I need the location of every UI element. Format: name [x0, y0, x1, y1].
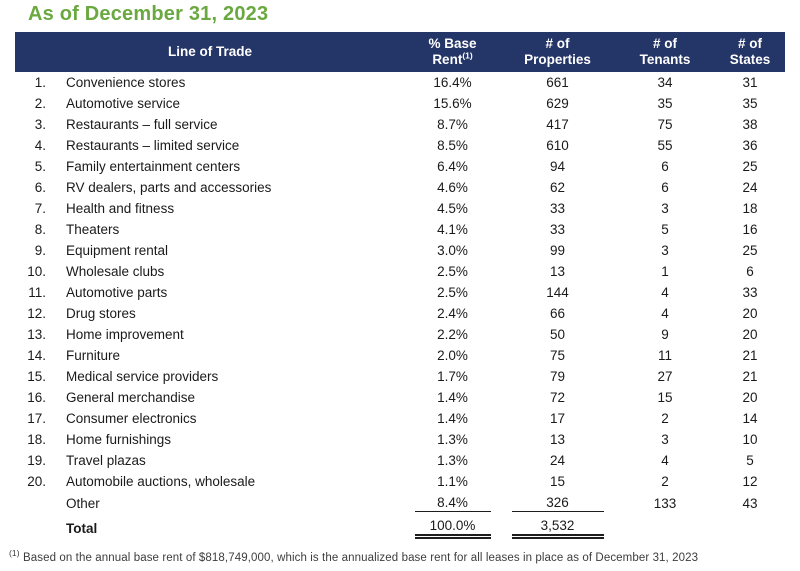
footnote — [9, 548, 800, 564]
states-value: 43 — [742, 496, 758, 511]
trade-name: Travel plazas — [66, 453, 146, 468]
properties-value: 417 — [546, 117, 569, 132]
base-rent-value: 3.0% — [437, 243, 468, 258]
properties-value: 15 — [550, 474, 566, 489]
base-rent-value: 1.1% — [437, 474, 468, 489]
base-rent-value — [405, 492, 500, 515]
header-row — [15, 32, 785, 72]
row-number: 2. — [34, 96, 46, 111]
tenants-value: 9 — [661, 327, 669, 342]
trade-name: RV dealers, parts and accessories — [66, 180, 272, 195]
trade-name: Automotive parts — [66, 285, 168, 300]
page-title: As of December 31, 2023 — [28, 3, 269, 25]
properties-value: 661 — [546, 75, 569, 90]
properties-value: 62 — [550, 180, 566, 195]
header-base-rent-line2: Rent — [432, 52, 463, 67]
base-rent-value: 1.7% — [437, 369, 468, 384]
states-value: 18 — [742, 201, 758, 216]
base-rent-value: 2.4% — [437, 306, 468, 321]
states-value: 12 — [742, 474, 758, 489]
properties-value: 50 — [550, 327, 566, 342]
tenants-value: 1 — [661, 264, 669, 279]
properties-value: 66 — [550, 306, 566, 321]
states-value: 6 — [746, 264, 754, 279]
tenants-value: 35 — [657, 96, 673, 111]
states-value: 14 — [742, 411, 758, 426]
properties-underlined: 326 — [512, 495, 604, 512]
table-row — [15, 303, 785, 324]
table-row — [15, 72, 785, 93]
states-value: 25 — [742, 159, 758, 174]
base-rent-value: 4.1% — [437, 222, 468, 237]
states-value: 20 — [742, 390, 758, 405]
header-line-of-trade: Line of Trade — [15, 32, 405, 72]
row-number: 8. — [34, 222, 46, 237]
row-number: 5. — [34, 159, 46, 174]
header-properties-line2: Properties — [524, 52, 591, 67]
table-row — [15, 471, 785, 492]
table-row — [15, 324, 785, 345]
base-rent-value: 2.5% — [437, 285, 468, 300]
base-rent-underlined: 8.4% — [415, 495, 491, 512]
header-tenants — [615, 32, 715, 72]
states-value: 38 — [742, 117, 758, 132]
properties-value: 17 — [550, 411, 566, 426]
row-number: 10. — [27, 264, 46, 279]
tenants-value: 6 — [661, 180, 669, 195]
states-value: 16 — [742, 222, 758, 237]
table-row — [15, 93, 785, 114]
total-states-value — [715, 515, 785, 542]
total-tenants-value — [615, 515, 715, 542]
properties-value: 99 — [550, 243, 566, 258]
properties-value: 72 — [550, 390, 566, 405]
table-row — [15, 345, 785, 366]
tenants-value: 27 — [657, 369, 673, 384]
row-number — [15, 492, 50, 515]
table-row — [15, 387, 785, 408]
footnote-text: Based on the annual base rent of $818,749,000, which is the annualized base rent for all leases in place as of December 31, 2023 — [19, 552, 699, 564]
table-row — [15, 177, 785, 198]
trade-name: Convenience stores — [66, 75, 186, 90]
tenants-value: 6 — [661, 159, 669, 174]
total-label: Total — [66, 521, 98, 536]
table-row-other — [15, 492, 785, 515]
trade-name: Automobile auctions, wholesale — [66, 474, 256, 489]
table-row — [15, 261, 785, 282]
states-value: 33 — [742, 285, 758, 300]
table-row — [15, 408, 785, 429]
table-row — [15, 429, 785, 450]
table-row-total — [15, 515, 785, 542]
header-tenants-line2: Tenants — [639, 52, 691, 67]
properties-value: 13 — [550, 264, 566, 279]
base-rent-value: 8.5% — [437, 138, 468, 153]
row-number: 13. — [27, 327, 46, 342]
base-rent-value: 4.5% — [437, 201, 468, 216]
table-row — [15, 366, 785, 387]
base-rent-value: 1.3% — [437, 432, 468, 447]
states-value: 35 — [742, 96, 758, 111]
row-number: 9. — [34, 243, 46, 258]
table-row — [15, 282, 785, 303]
tenants-value: 15 — [657, 390, 673, 405]
table-row — [15, 156, 785, 177]
trade-name: Furniture — [66, 348, 121, 363]
row-number: 3. — [34, 117, 46, 132]
header-tenants-line1: # of — [653, 36, 678, 51]
header-base-rent-footnote-marker: (1) — [462, 50, 473, 61]
trade-name: Family entertainment centers — [66, 159, 241, 174]
tenants-value: 4 — [661, 453, 669, 468]
header-states-line2: States — [729, 52, 771, 67]
properties-value: 33 — [550, 201, 566, 216]
row-number: 1. — [34, 75, 46, 90]
properties-value: 79 — [550, 369, 566, 384]
trade-name: General merchandise — [66, 390, 196, 405]
trade-name: Equipment rental — [66, 243, 169, 258]
table-row — [15, 114, 785, 135]
row-number: 11. — [28, 285, 46, 300]
row-number: 14. — [27, 348, 46, 363]
trade-name: Theaters — [66, 222, 120, 237]
table-row — [15, 219, 785, 240]
tenants-value: 4 — [661, 285, 669, 300]
tenants-value: 2 — [661, 474, 669, 489]
properties-value: 24 — [550, 453, 566, 468]
tenants-value: 3 — [661, 201, 669, 216]
base-rent-value: 2.5% — [437, 264, 468, 279]
tenants-value: 3 — [661, 243, 669, 258]
tenants-value: 3 — [661, 432, 669, 447]
properties-value: 33 — [550, 222, 566, 237]
states-value: 10 — [742, 432, 758, 447]
tenants-value: 11 — [658, 348, 673, 363]
trade-name: Automotive service — [66, 96, 181, 111]
base-rent-value: 2.2% — [437, 327, 468, 342]
tenants-value: 2 — [661, 411, 669, 426]
trade-name: Consumer electronics — [66, 411, 197, 426]
trade-name: Health and fitness — [66, 201, 175, 216]
trade-name: Drug stores — [66, 306, 136, 321]
table-row — [15, 450, 785, 471]
footnote-marker: (1) — [9, 548, 20, 559]
base-rent-value: 1.3% — [437, 453, 468, 468]
base-rent-value: 15.6% — [433, 96, 472, 111]
tenants-value: 133 — [653, 496, 677, 511]
table-footer — [15, 492, 785, 542]
header-base-rent — [405, 32, 500, 72]
base-rent-value: 2.0% — [437, 348, 468, 363]
base-rent-value: 6.4% — [437, 159, 468, 174]
trade-name: Restaurants – full service — [66, 117, 218, 132]
row-number: 15. — [27, 369, 46, 384]
header-states-line1: # of — [738, 36, 763, 51]
properties-value: 610 — [546, 138, 569, 153]
trade-name: Home furnishings — [66, 432, 172, 447]
row-number — [15, 515, 50, 542]
table-row — [15, 198, 785, 219]
trade-name: Wholesale clubs — [66, 264, 165, 279]
states-value: 36 — [742, 138, 758, 153]
row-number: 7. — [34, 201, 46, 216]
tenants-value: 5 — [661, 222, 669, 237]
row-number: 18. — [27, 432, 46, 447]
base-rent-value: 1.4% — [437, 411, 468, 426]
header-states — [715, 32, 785, 72]
states-value: 24 — [742, 180, 758, 195]
trade-name: Other — [66, 496, 100, 511]
row-number: 17. — [27, 411, 46, 426]
row-number: 20. — [27, 474, 46, 489]
properties-value: 13 — [550, 432, 566, 447]
tenants-value: 75 — [657, 117, 673, 132]
tenants-value: 34 — [657, 75, 673, 90]
table-header — [15, 32, 785, 72]
trade-name: Restaurants – limited service — [66, 138, 240, 153]
row-number: 6. — [34, 180, 46, 195]
states-value: 21 — [742, 348, 758, 363]
base-rent-value: 1.4% — [437, 390, 468, 405]
states-value: 25 — [742, 243, 758, 258]
table-body — [15, 72, 785, 492]
properties-value: 629 — [546, 96, 569, 111]
row-number: 19. — [27, 453, 46, 468]
line-of-trade-table — [15, 32, 785, 542]
properties-value — [500, 492, 615, 515]
header-base-rent-line1: % Base — [428, 36, 477, 51]
row-number: 4. — [34, 138, 46, 153]
base-rent-value: 16.4% — [433, 75, 472, 90]
total-base-rent-double-underlined: 100.0% — [415, 518, 491, 539]
table-row — [15, 135, 785, 156]
row-number: 16. — [27, 390, 46, 405]
states-value: 20 — [742, 327, 758, 342]
properties-value: 144 — [546, 285, 569, 300]
states-value: 5 — [746, 453, 754, 468]
header-properties-line1: # of — [545, 36, 570, 51]
tenants-value: 55 — [657, 138, 673, 153]
total-properties-double-underlined: 3,532 — [512, 518, 604, 539]
tenants-value: 4 — [661, 306, 669, 321]
header-properties — [500, 32, 615, 72]
base-rent-value: 4.6% — [437, 180, 468, 195]
base-rent-value: 8.7% — [437, 117, 468, 132]
table-row — [15, 240, 785, 261]
total-base-rent-value — [405, 515, 500, 542]
row-number: 12. — [27, 306, 46, 321]
trade-name: Home improvement — [66, 327, 184, 342]
states-value: 21 — [742, 369, 758, 384]
properties-value: 94 — [550, 159, 566, 174]
trade-name: Medical service providers — [66, 369, 219, 384]
properties-value: 75 — [550, 348, 566, 363]
total-properties-value — [500, 515, 615, 542]
states-value: 31 — [742, 75, 758, 90]
states-value: 20 — [742, 306, 758, 321]
